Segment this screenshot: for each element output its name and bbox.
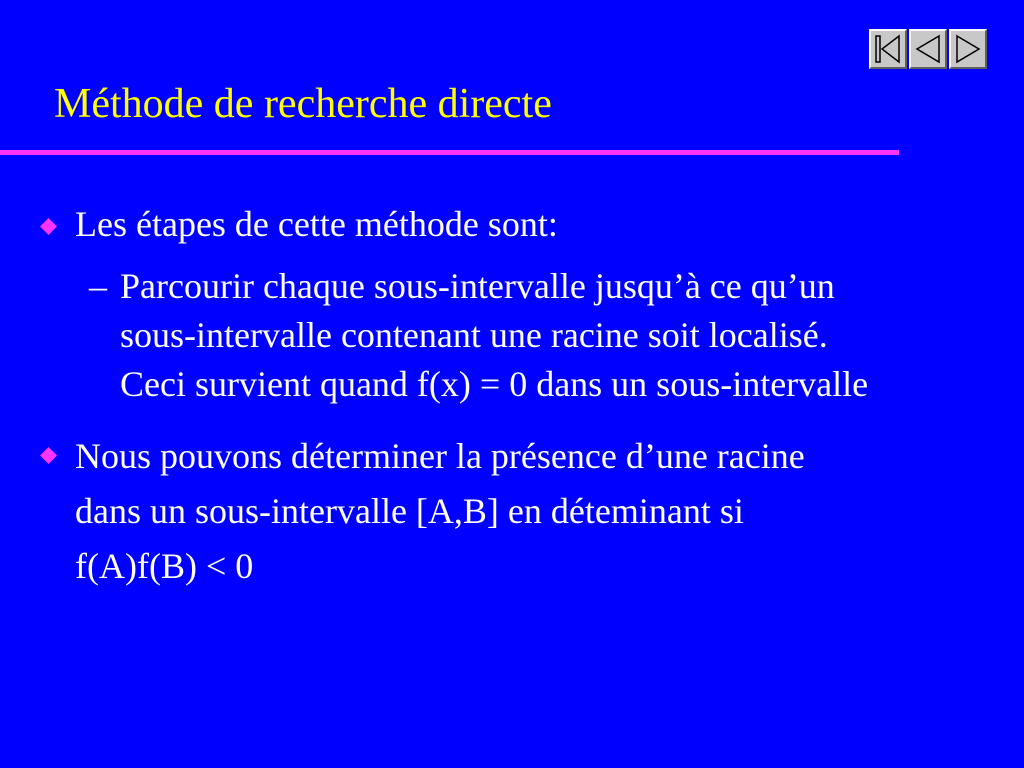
diamond-bullet-icon: [40, 447, 57, 464]
bullet-1-line-1: Les étapes de cette méthode sont:: [75, 204, 558, 244]
next-slide-button[interactable]: [949, 29, 987, 69]
slide-title: Méthode de recherche directe: [54, 81, 552, 127]
slide-navigation: [869, 29, 987, 69]
bullet-1-text: [75, 200, 558, 249]
bullet-2-line-3: f(A)f(B) < 0: [75, 546, 254, 586]
first-slide-icon: [874, 34, 902, 64]
sub-item-line-1: Parcourir chaque sous-intervalle jusqu’à ce qu’un: [120, 266, 835, 306]
bullet-2-line-1: Nous pouvons déterminer la présence d’une racine: [75, 436, 805, 476]
next-slide-icon: [954, 34, 982, 64]
sub-item-text: [120, 262, 868, 409]
first-slide-button[interactable]: [869, 29, 907, 69]
diamond-bullet-icon: [40, 218, 57, 235]
sub-item-dash: –: [89, 266, 107, 306]
previous-slide-icon: [914, 34, 942, 64]
previous-slide-button[interactable]: [909, 29, 947, 69]
bullet-2-line-2: dans un sous-intervalle [A,B] en déteminant si: [75, 491, 744, 531]
bullet-2-text: [75, 429, 805, 594]
sub-item-line-3: Ceci survient quand f(x) = 0 dans un sous-intervalle: [120, 364, 869, 404]
title-underline: [0, 150, 899, 155]
sub-item-line-2: sous-intervalle contenant une racine soit localisé.: [120, 315, 828, 355]
